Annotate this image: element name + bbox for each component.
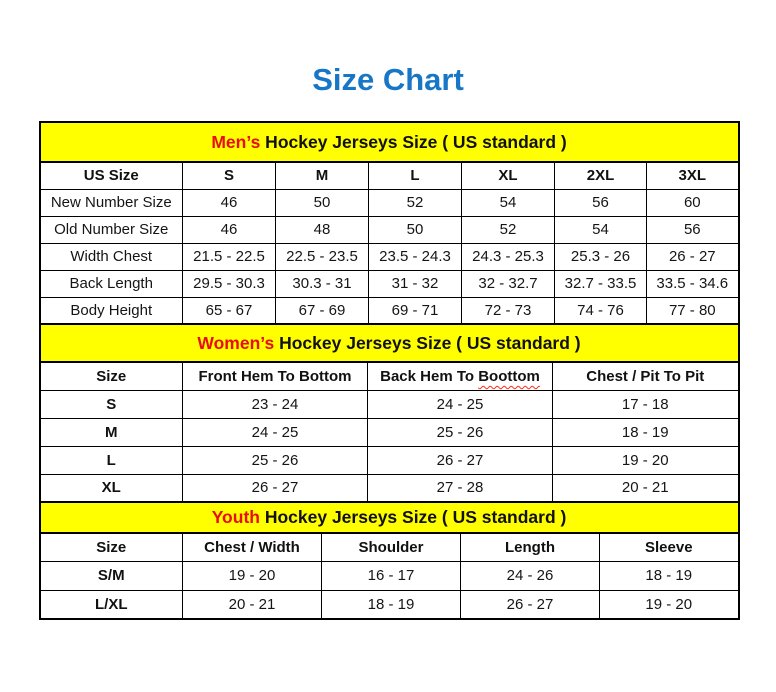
row-label-cell: New Number Size [40,189,183,216]
womens-table-row [40,474,739,502]
value-cell: 18 - 19 [322,590,461,619]
value-cell: 19 - 20 [183,561,322,590]
womens-table-row [40,446,739,474]
column-header-cell: 3XL [647,162,739,189]
womens-size-table [39,323,740,503]
womens-section-title-text: Hockey Jerseys Size ( US standard ) [274,332,581,353]
mens-header-row [40,162,739,189]
value-cell: 26 - 27 [647,243,739,270]
value-cell: 24.3 - 25.3 [462,243,555,270]
mens-section-header [40,122,739,162]
column-header-cell: Chest / Width [183,533,322,561]
mens-table-row [40,270,739,297]
value-cell: 20 - 21 [183,590,322,619]
womens-header-row [40,362,739,390]
value-cell: 26 - 27 [461,590,600,619]
mens-section-title-text: Hockey Jerseys Size ( US standard ) [260,131,567,152]
column-header-cell [368,362,553,390]
value-cell: 54 [462,189,555,216]
row-label-cell: Width Chest [40,243,183,270]
value-cell: 52 [369,189,462,216]
value-cell: 22.5 - 23.5 [276,243,369,270]
value-cell: 29.5 - 30.3 [183,270,276,297]
column-header-text: Back Hem To [380,367,479,385]
value-cell: 50 [276,189,369,216]
column-header-cell: US Size [40,162,183,189]
value-cell: 72 - 73 [462,297,555,324]
value-cell: 25 - 26 [183,446,368,474]
youth-section-title-text: Hockey Jerseys Size ( US standard ) [259,507,567,527]
value-cell: 67 - 69 [276,297,369,324]
value-cell: 32.7 - 33.5 [555,270,647,297]
value-cell: 56 [555,189,647,216]
value-cell: 17 - 18 [553,390,739,418]
youth-table-row [40,561,739,590]
value-cell: 19 - 20 [553,446,739,474]
size-chart-page [0,62,776,620]
page-title: Size Chart [312,62,464,97]
value-cell: 56 [647,216,739,243]
value-cell: 25 - 26 [368,418,553,446]
value-cell: 74 - 76 [555,297,647,324]
value-cell: 23.5 - 24.3 [369,243,462,270]
value-cell: 77 - 80 [647,297,739,324]
value-cell: 33.5 - 34.6 [647,270,739,297]
column-header-cell: Length [461,533,600,561]
value-cell: 50 [369,216,462,243]
column-header-cell: Size [40,533,183,561]
value-cell: 27 - 28 [368,474,553,502]
row-label-cell: XL [40,474,183,502]
youth-section-header [40,502,739,533]
value-cell: 46 [183,216,276,243]
mens-section-accent-word: Men’s [211,131,261,152]
row-label-cell: L/XL [40,590,183,619]
column-header-cell: Chest / Pit To Pit [553,362,739,390]
value-cell: 46 [183,189,276,216]
value-cell: 20 - 21 [553,474,739,502]
row-label-cell: Back Length [40,270,183,297]
value-cell: 24 - 25 [183,418,368,446]
mens-table-row [40,297,739,324]
value-cell: 24 - 26 [461,561,600,590]
column-header-cell: XL [462,162,555,189]
value-cell: 16 - 17 [322,561,461,590]
value-cell: 23 - 24 [183,390,368,418]
youth-table-row [40,590,739,619]
row-label-cell: M [40,418,183,446]
value-cell: 26 - 27 [368,446,553,474]
value-cell: 30.3 - 31 [276,270,369,297]
value-cell: 32 - 32.7 [462,270,555,297]
size-tables-container [39,121,738,620]
youth-size-table [39,501,740,620]
column-header-cell: 2XL [555,162,647,189]
youth-header-row [40,533,739,561]
column-header-cell: S [183,162,276,189]
row-label-cell: Body Height [40,297,183,324]
womens-table-row [40,390,739,418]
mens-table-row [40,189,739,216]
value-cell: 48 [276,216,369,243]
mens-size-table [39,121,740,325]
mens-table-row [40,243,739,270]
row-label-cell: S/M [40,561,183,590]
misspelled-word-wavy-underline: Boottom [478,367,540,385]
womens-table-row [40,418,739,446]
value-cell: 19 - 20 [600,590,739,619]
value-cell: 54 [555,216,647,243]
row-label-cell: L [40,446,183,474]
value-cell: 52 [462,216,555,243]
value-cell: 65 - 67 [183,297,276,324]
column-header-cell: Sleeve [600,533,739,561]
row-label-cell: S [40,390,183,418]
row-label-cell: Old Number Size [40,216,183,243]
value-cell: 26 - 27 [183,474,368,502]
value-cell: 21.5 - 22.5 [183,243,276,270]
womens-section-accent-word: Women’s [197,332,275,353]
column-header-cell: L [369,162,462,189]
value-cell: 25.3 - 26 [555,243,647,270]
mens-table-row [40,216,739,243]
column-header-cell: Shoulder [322,533,461,561]
value-cell: 69 - 71 [369,297,462,324]
column-header-cell: Front Hem To Bottom [183,362,368,390]
column-header-cell: M [276,162,369,189]
value-cell: 18 - 19 [600,561,739,590]
womens-section-header [40,324,739,362]
value-cell: 31 - 32 [369,270,462,297]
value-cell: 18 - 19 [553,418,739,446]
value-cell: 60 [647,189,739,216]
youth-section-accent-word: Youth [211,507,260,527]
value-cell: 24 - 25 [368,390,553,418]
column-header-cell: Size [40,362,183,390]
